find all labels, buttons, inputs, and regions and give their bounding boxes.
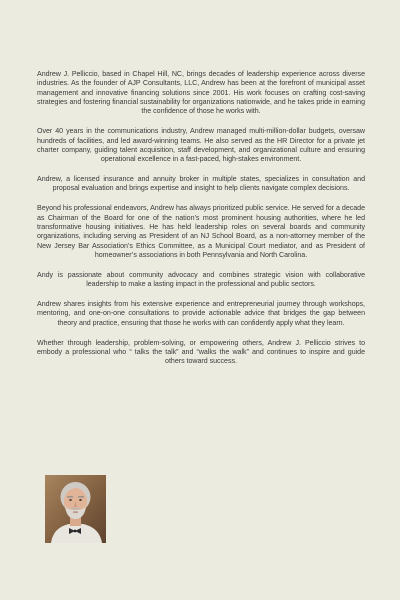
bio-paragraph: Over 40 years in the communications industry, Andrew managed multi-million-dollar budgets, oversaw hundreds of facilities, and led award-winning teams. He also served as the HR Director for a private jet charter company, guiding talent acquisition, staff development, and organizational culture and ensuring operational excellence in a fast-paced, high-stakes environment. bbox=[37, 127, 365, 164]
bio-paragraph: Whether through leadership, problem-solving, or empowering others, Andrew J. Pelliccio strives to embody a professional who “ talks the talk” and “walks the walk” and continues to inspire and guide others toward success. bbox=[37, 338, 365, 366]
author-portrait-image bbox=[45, 475, 106, 543]
bio-paragraph: Andrew, a licensed insurance and annuity broker in multiple states, specializes in consultation and proposal evaluation and brings expertise and insight to help clients navigate complex decisions. bbox=[37, 175, 365, 193]
bio-paragraph: Beyond his professional endeavors, Andrew has always prioritized public service. He served for a decade as Chairman of the Board for one of the nation’s most prominent housing authorities, where he led transformative housing initiatives. He has held leadership roles on several boards and community organizations, including serving as President of an NJ School Board, as a non-attorney member of the New Jersey Bar Association’s Ethics Committee, as a Municipal Court mediator, and as President of homeowner’s associations in both Pennsylvania and North Carolina. bbox=[37, 204, 365, 259]
author-photo bbox=[45, 475, 106, 543]
author-bio bbox=[37, 70, 365, 377]
bio-paragraph: Andy is passionate about community advocacy and combines strategic vision with collaborative leadership to make a lasting impact in the professional and public sectors. bbox=[37, 270, 365, 289]
bio-paragraph: Andrew J. Pelliccio, based in Chapel Hill, NC, brings decades of leadership experience across diverse industries. As the founder of AJP Consultants, LLC, Andrew has been at the forefront of municipal asset management and innovative financing solutions since 2001. His work focuses on crafting cost-saving strategies and fostering financial sustainability for organizations nationwide, and he takes pride in earning the confidence of those he works with. bbox=[37, 70, 365, 116]
bio-paragraph: Andrew shares insights from his extensive experience and entrepreneurial journey through workshops, mentoring, and one-on-one consultations to provide actionable advice that bridges the gap between theory and practice, ensuring that those he works with can confidently apply what they learn. bbox=[37, 300, 365, 327]
